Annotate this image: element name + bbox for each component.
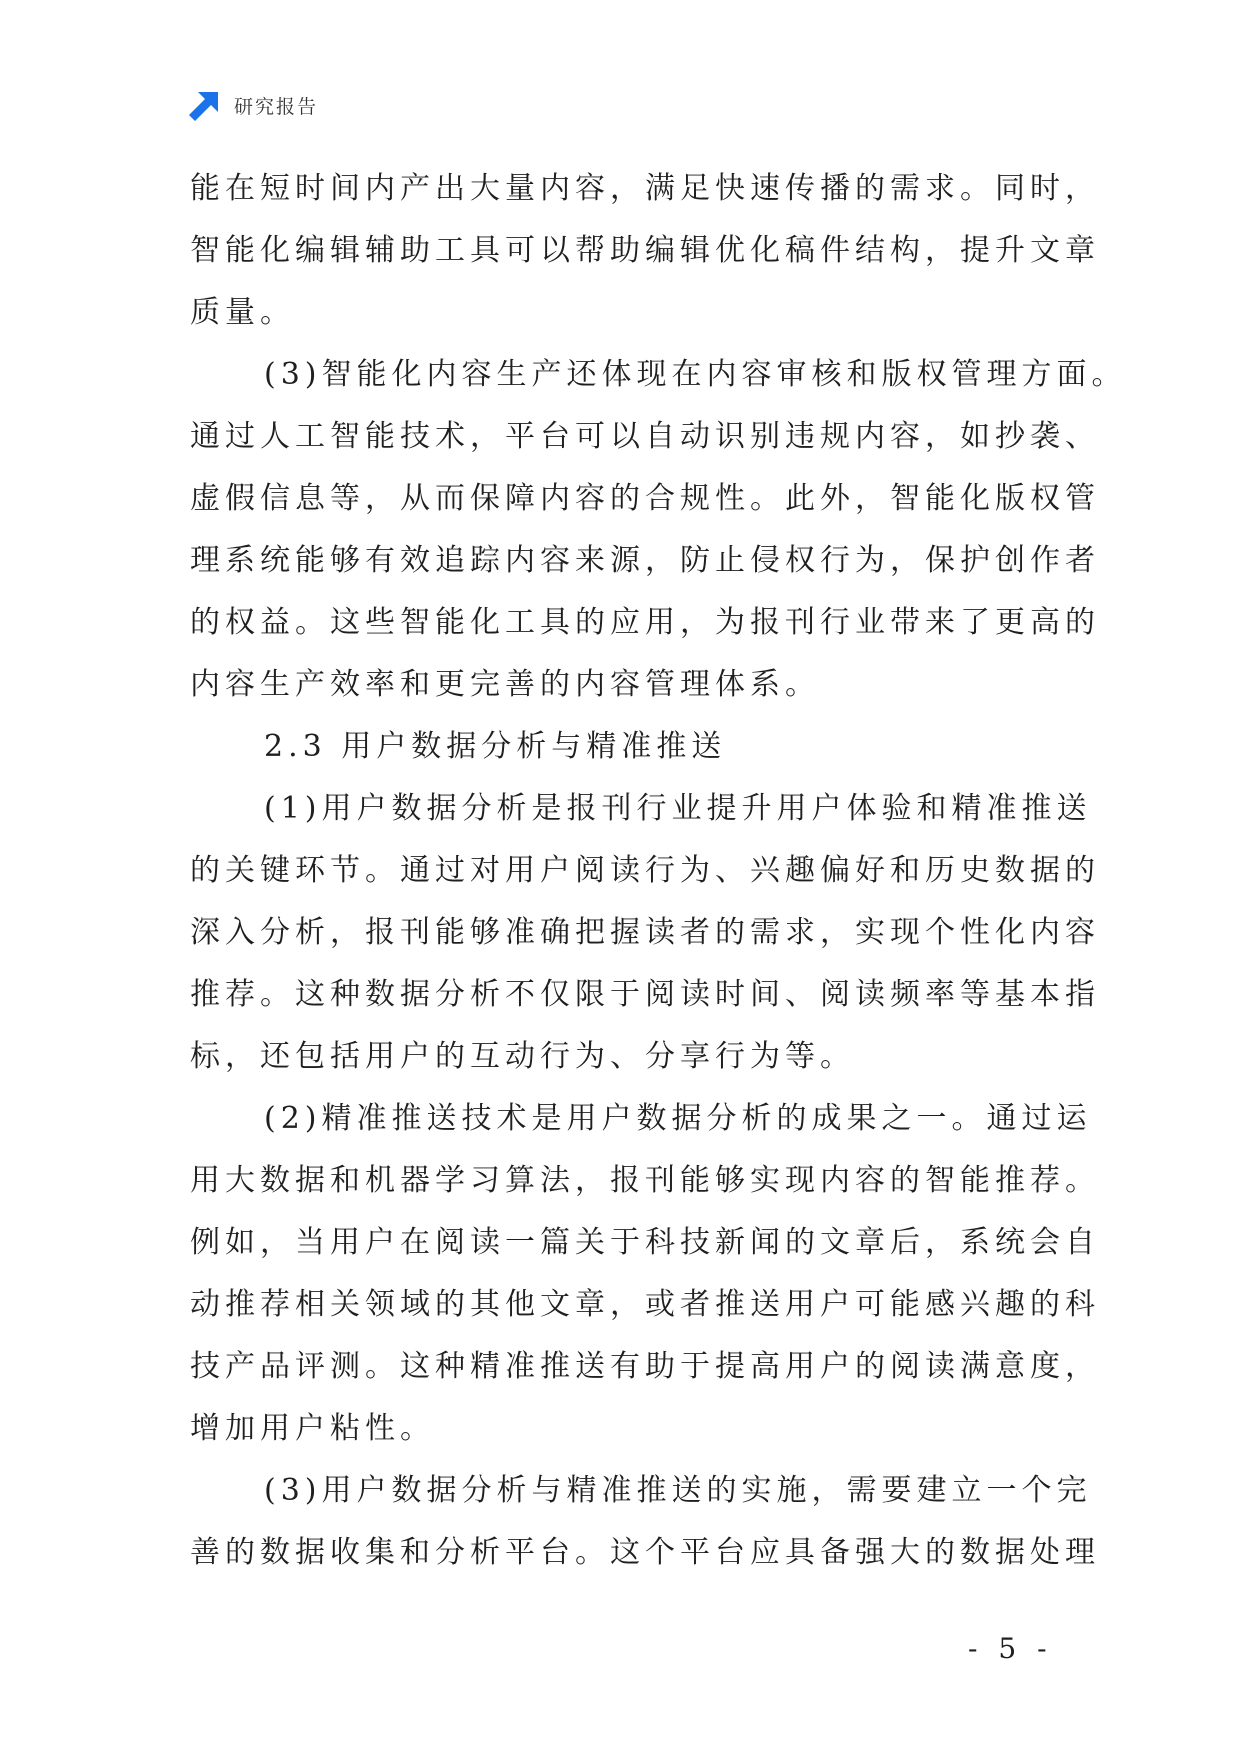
body-line: 理系统能够有效追踪内容来源，防止侵权行为，保护创作者 [190, 543, 1100, 578]
body-line: 技产品评测。这种精准推送有助于提高用户的阅读满意度， [190, 1349, 1100, 1384]
arrow-up-right-icon [188, 88, 222, 122]
document-body [190, 158, 1127, 1584]
body-line: 智能化编辑辅助工具可以帮助编辑优化稿件结构，提升文章 [190, 233, 1100, 268]
report-header [188, 88, 318, 122]
body-line: 善的数据收集和分析平台。这个平台应具备强大的数据处理 [190, 1535, 1100, 1570]
body-line: 内容生产效率和更完善的内容管理体系。 [190, 667, 820, 702]
body-line: 通过人工智能技术，平台可以自动识别违规内容，如抄袭、 [190, 419, 1100, 454]
body-line: 的关键环节。通过对用户阅读行为、兴趣偏好和历史数据的 [190, 853, 1100, 888]
section-heading: 2.3 用户数据分析与精准推送 [264, 729, 727, 764]
paragraph-start-line: (1)用户数据分析是报刊行业提升用户体验和精准推送 [264, 791, 1092, 826]
body-line: 质量。 [190, 295, 295, 330]
body-line: 用大数据和机器学习算法，报刊能够实现内容的智能推荐。 [190, 1163, 1100, 1198]
body-line: 的权益。这些智能化工具的应用，为报刊行业带来了更高的 [190, 605, 1100, 640]
paragraph-start-line: (3)智能化内容生产还体现在内容审核和版权管理方面。 [264, 357, 1127, 392]
body-line: 动推荐相关领域的其他文章，或者推送用户可能感兴趣的科 [190, 1287, 1100, 1322]
body-line: 例如，当用户在阅读一篇关于科技新闻的文章后，系统会自 [190, 1225, 1100, 1260]
body-line: 增加用户粘性。 [190, 1411, 435, 1446]
body-line: 虚假信息等，从而保障内容的合规性。此外，智能化版权管 [190, 481, 1100, 516]
body-line: 能在短时间内产出大量内容，满足快速传播的需求。同时， [190, 171, 1100, 206]
header-title: 研究报告 [234, 95, 319, 118]
body-line: 推荐。这种数据分析不仅限于阅读时间、阅读频率等基本指 [190, 977, 1100, 1012]
body-line: 深入分析，报刊能够准确把握读者的需求，实现个性化内容 [190, 915, 1100, 950]
paragraph-start-line: (3)用户数据分析与精准推送的实施，需要建立一个完 [264, 1473, 1092, 1508]
page-number: - 5 - [968, 1632, 1053, 1665]
paragraph-start-line: (2)精准推送技术是用户数据分析的成果之一。通过运 [264, 1101, 1092, 1136]
body-line: 标，还包括用户的互动行为、分享行为等。 [190, 1039, 855, 1074]
